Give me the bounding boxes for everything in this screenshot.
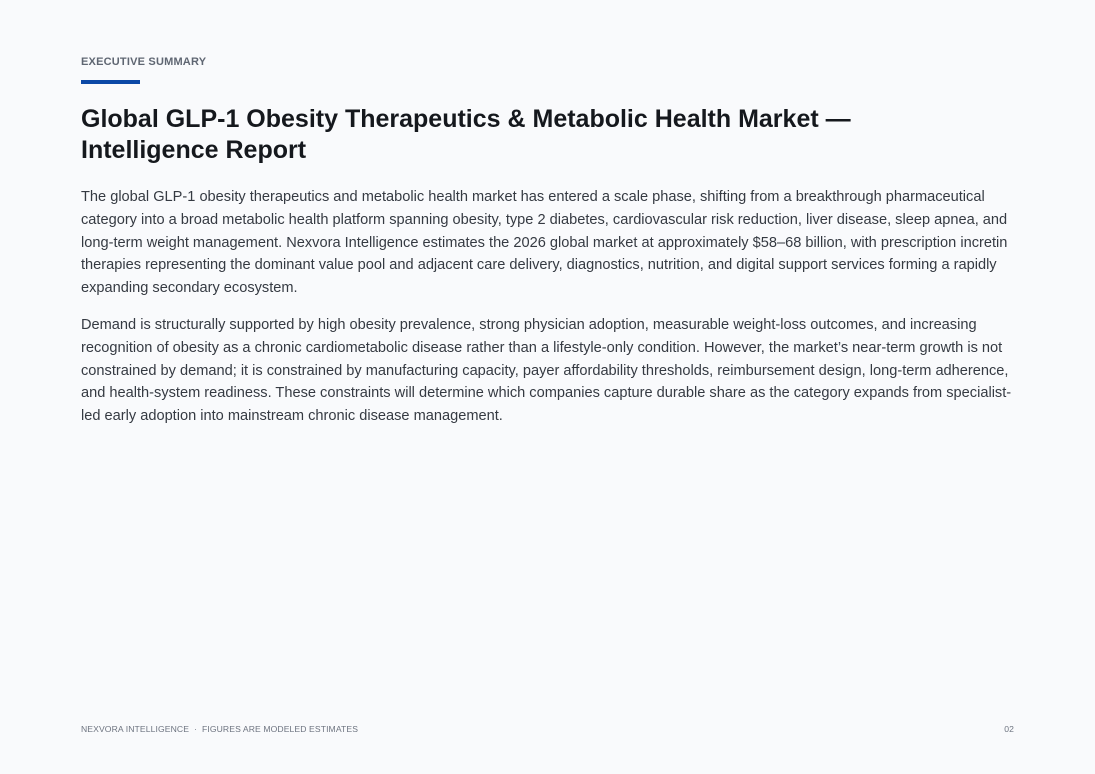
page-footer xyxy=(81,724,1014,738)
report-title: Global GLP-1 Obesity Therapeutics & Metabolic Health Market — Intelligence Report xyxy=(81,105,851,164)
footer-separator: · xyxy=(194,724,197,734)
report-page xyxy=(81,0,1016,774)
footer-note: FIGURES ARE MODELED ESTIMATES xyxy=(202,724,359,734)
page-number: 02 xyxy=(1004,724,1014,734)
footer-brand: NEXVORA INTELLIGENCE xyxy=(81,724,190,734)
summary-paragraph: The global GLP-1 obesity therapeutics and metabolic health market has entered a scale phase, shifting from a breakthrough pharmaceutical category into a broad metabolic health platform spanning obesity, type 2 diabetes, cardiovascular risk reduction, liver disease, sleep apnea, and long-term weight management. Nexvora Intelligence estimates the 2026 global market at approximately $58–68 billion, with prescription incretin therapies representing the dominant value pool and adjacent care delivery, diagnostics, nutrition, and digital support services forming a rapidly expanding secondary ecosystem. xyxy=(81,189,1008,297)
section-eyebrow: EXECUTIVE SUMMARY xyxy=(81,56,207,68)
summary-paragraph: Demand is structurally supported by high obesity prevalence, strong physician adoption, measurable weight-loss outcomes, and increasing recognition of obesity as a chronic cardiometabolic disease rather than a lifestyle-only condition. However, the market’s near-term growth is not constrained by demand; it is constrained by manufacturing capacity, payer affordability thresholds, reimbursement design, long-term adherence, and health-system readiness. These constraints will determine which companies capture durable share as the category expands from specialist-led early adoption into mainstream chronic disease management. xyxy=(81,316,1012,425)
footer-credit xyxy=(81,724,358,734)
executive-summary-body xyxy=(81,186,1016,442)
accent-rule xyxy=(81,80,140,84)
